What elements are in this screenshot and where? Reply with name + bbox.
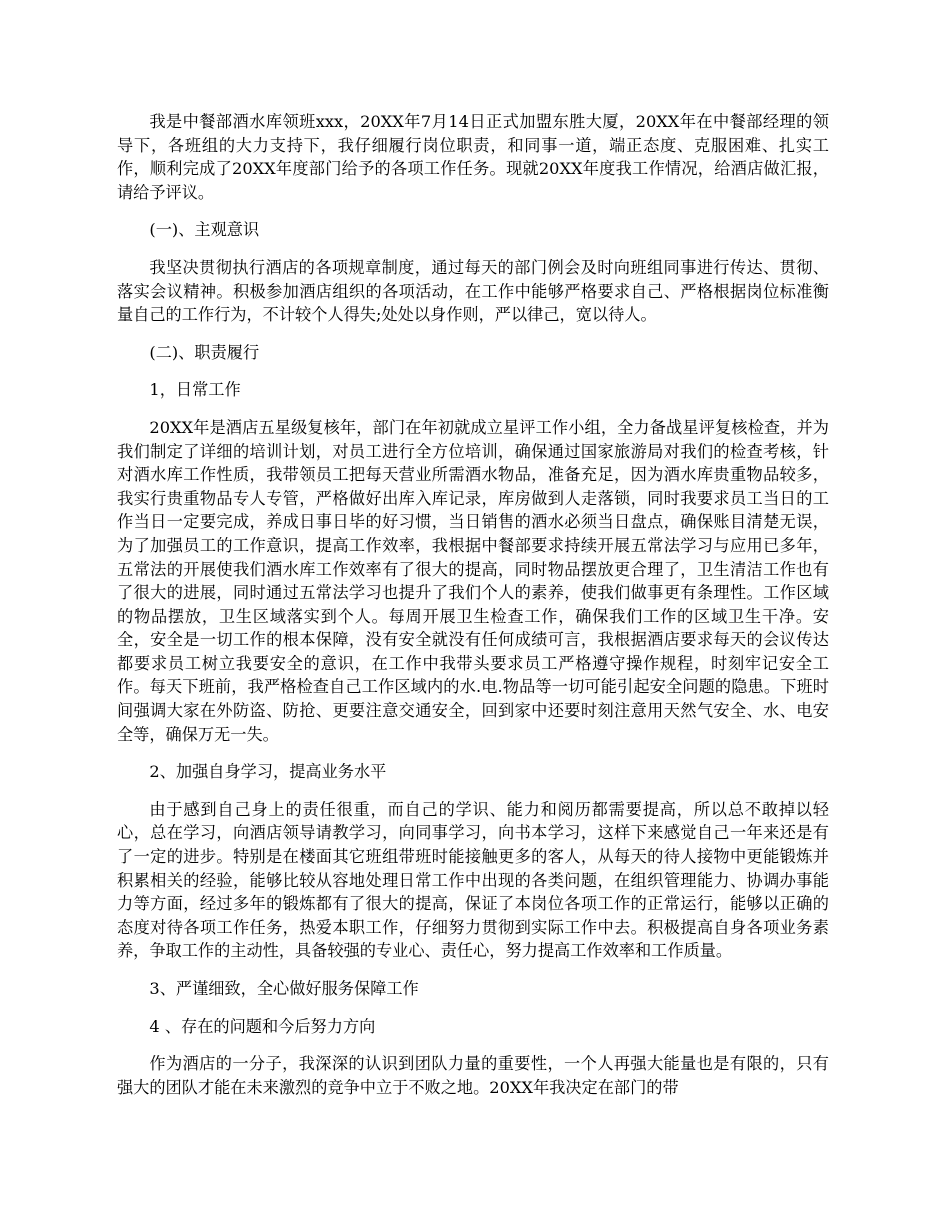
subjective-awareness-paragraph: 我坚决贯彻执行酒店的各项规章制度，通过每天的部门例会及时向班组同事进行传达、贯彻、落实会议精神。积极参加酒店组织的各项活动，在工作中能够严格要求自己、严格根据岗位标准衡量自己的工作行为，不计较个人得失;处处以身作则，严以律己，宽以待人。 [117,257,829,325]
section-heading-duty-performance: (二)、职责履行 [149,342,260,362]
document-page [117,110,829,1113]
subheading-daily-work: 1，日常工作 [149,380,241,400]
daily-work-paragraph: 20XX年是酒店五星级复核年，部门在年初就成立星评工作小组，全力备战星评复核检查，并为我们制定了详细的培训计划，对员工进行全方位培训，确保通过国家旅游局对我们的检查考核，针对酒水库工作性质，我带领员工把每天营业所需酒水物品，准备充足，因为酒水库贵重物品较多，我实行贵重物品专人专管，严格做好出库入库记录，库房做到人走落锁，同时我要求员工当日的工作当日一定要完成，养成日事日毕的好习惯，当日销售的酒水必须当日盘点，确保账目清楚无误，为了加强员工的工作意识，提高工作效率，我根据中餐部要求持续开展五常法学习与应用已多年，五常法的开展使我们酒水库工作效率有了很大的提高，同时物品摆放更合理了，卫生清洁工作也有了很大的进展，同时通过五常法学习也提升了我们个人的素养，使我们做事更有条理性。工作区域的物品摆放，卫生区域落实到个人。每周开展卫生检查工作，确保我们工作的区域卫生干净。安全，安全是一切工作的根本保障，没有安全就没有任何成绩可言，我根据酒店要求每天的会议传达都要求员工树立我要安全的意识，在工作中我带头要求员工严格遵守操作规程，时刻牢记安全工作。每天下班前，我严格检查自己工作区域内的水.电.物品等一切可能引起安全问题的隐患。下班时间强调大家在外防盗、防抢、更要注意交通安全，回到家中还要时刻注意用天然气安全、水、电安全等，确保万无一失。 [117,417,829,744]
subheading-service-support: 3、严谨细致，全心做好服务保障工作 [149,979,419,998]
section-heading-subjective-awareness: (一)、主观意识 [149,220,260,240]
closing-paragraph: 作为酒店的一分子，我深深的认识到团队力量的重要性，一个人再强大能量也是有限的，只有强大的团队才能在未来激烈的竞争中立于不败之地。20XX年我决定在部门的带 [117,1054,829,1097]
intro-paragraph: 我是中餐部酒水库领班xxx，20XX年7月14日正式加盟东胜大厦，20XX年在中餐部经理的领导下，各班组的大力支持下，我仔细履行岗位职责，和同事一道，端正态度、克服困难、扎实工作，顺利完成了20XX年度部门给予的各项工作任务。现就20XX年度我工作情况，给酒店做汇报，请给予评议。 [117,112,829,202]
subheading-self-study: 2、加强自身学习，提高业务水平 [149,762,387,782]
subheading-problems-direction: 4 、存在的问题和今后努力方向 [149,1016,376,1036]
self-study-paragraph: 由于感到自己身上的责任很重，而自己的学识、能力和阅历都需要提高，所以总不敢掉以轻心，总在学习，向酒店领导请教学习，向同事学习，向书本学习，这样下来感觉自己一年来还是有了一定的进步。特别是在楼面其它班组带班时能接触更多的客人，从每天的待人接物中更能锻炼并积累相关的经验，能够比较从容地处理日常工作中出现的各类问题，在组织管理能力、协调办事能力等方面，经过多年的锻炼都有了很大的提高，保证了本岗位各项工作的正常运行，能够以正确的态度对待各项工作任务，热爱本职工作，仔细努力贯彻到实际工作中去。积极提高自身各项业务素养，争取工作的主动性，具备较强的专业心、责任心，努力提高工作效率和工作质量。 [117,799,829,961]
